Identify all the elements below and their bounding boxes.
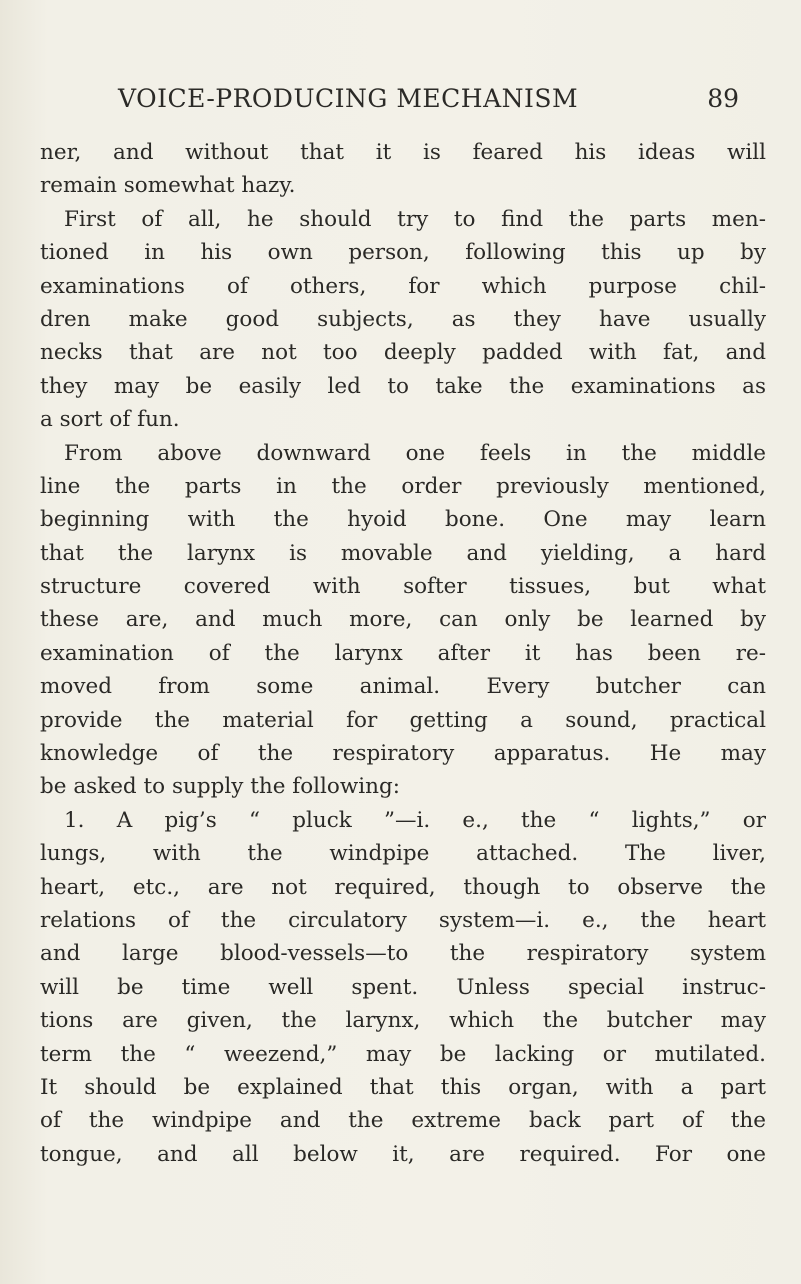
text-line: and large blood-vessels—to the respiratory system xyxy=(40,941,766,967)
text-line: tions are given, the larynx, which the butcher may xyxy=(40,1008,766,1034)
text-line: they may be easily led to take the examinations as xyxy=(40,373,766,399)
text-line: examination of the larynx after it has been re- xyxy=(40,640,766,666)
text-line: ner, and without that it is feared his ideas will xyxy=(40,140,766,165)
text-line: a sort of fun. xyxy=(40,407,180,433)
text-line: beginning with the hyoid bone. One may learn xyxy=(40,507,766,533)
text-line: examinations of others, for which purpose chil- xyxy=(40,273,766,299)
text-line: tioned in his own person, following this up by xyxy=(40,240,766,266)
text-line: heart, etc., are not required, though to observe the xyxy=(40,874,766,900)
text-line: provide the material for getting a sound, practical xyxy=(40,707,766,733)
text-line: will be time well spent. Unless special instruc- xyxy=(40,974,766,1000)
text-line: be asked to supply the following: xyxy=(40,774,400,800)
text-line: knowledge of the respiratory apparatus. He may xyxy=(40,741,766,767)
page-number: 89 xyxy=(707,84,739,113)
text-line: tongue, and all below it, are required. For one xyxy=(40,1141,766,1167)
text-line: 1. A pig’s “ pluck ”—i. e., the “ lights,” or xyxy=(64,807,766,833)
text-line: It should be explained that this organ, with a part xyxy=(40,1074,766,1100)
running-title: VOICE-PRODUCING MECHANISM xyxy=(118,84,579,113)
body-text xyxy=(40,136,766,1171)
text-line: remain somewhat hazy. xyxy=(40,173,296,199)
text-line: that the larynx is movable and yielding, a hard xyxy=(40,540,766,566)
text-line: term the “ weezend,” may be lacking or mutilated. xyxy=(40,1041,766,1067)
text-line: of the windpipe and the extreme back part of the xyxy=(40,1108,766,1134)
text-line: First of all, he should try to find the parts men- xyxy=(64,206,766,232)
text-line: moved from some animal. Every butcher can xyxy=(40,674,766,700)
text-line: relations of the circulatory system—i. e., the heart xyxy=(40,907,766,933)
text-line: structure covered with softer tissues, but what xyxy=(40,574,766,600)
text-line: From above downward one feels in the middle xyxy=(64,440,766,466)
text-line: line the parts in the order previously mentioned, xyxy=(40,473,766,499)
text-line: lungs, with the windpipe attached. The liver, xyxy=(40,841,766,867)
text-line: necks that are not too deeply padded with fat, and xyxy=(40,340,766,366)
text-line: these are, and much more, can only be learned by xyxy=(40,607,766,633)
page-header xyxy=(118,84,739,124)
text-line: dren make good subjects, as they have usually xyxy=(40,306,766,332)
